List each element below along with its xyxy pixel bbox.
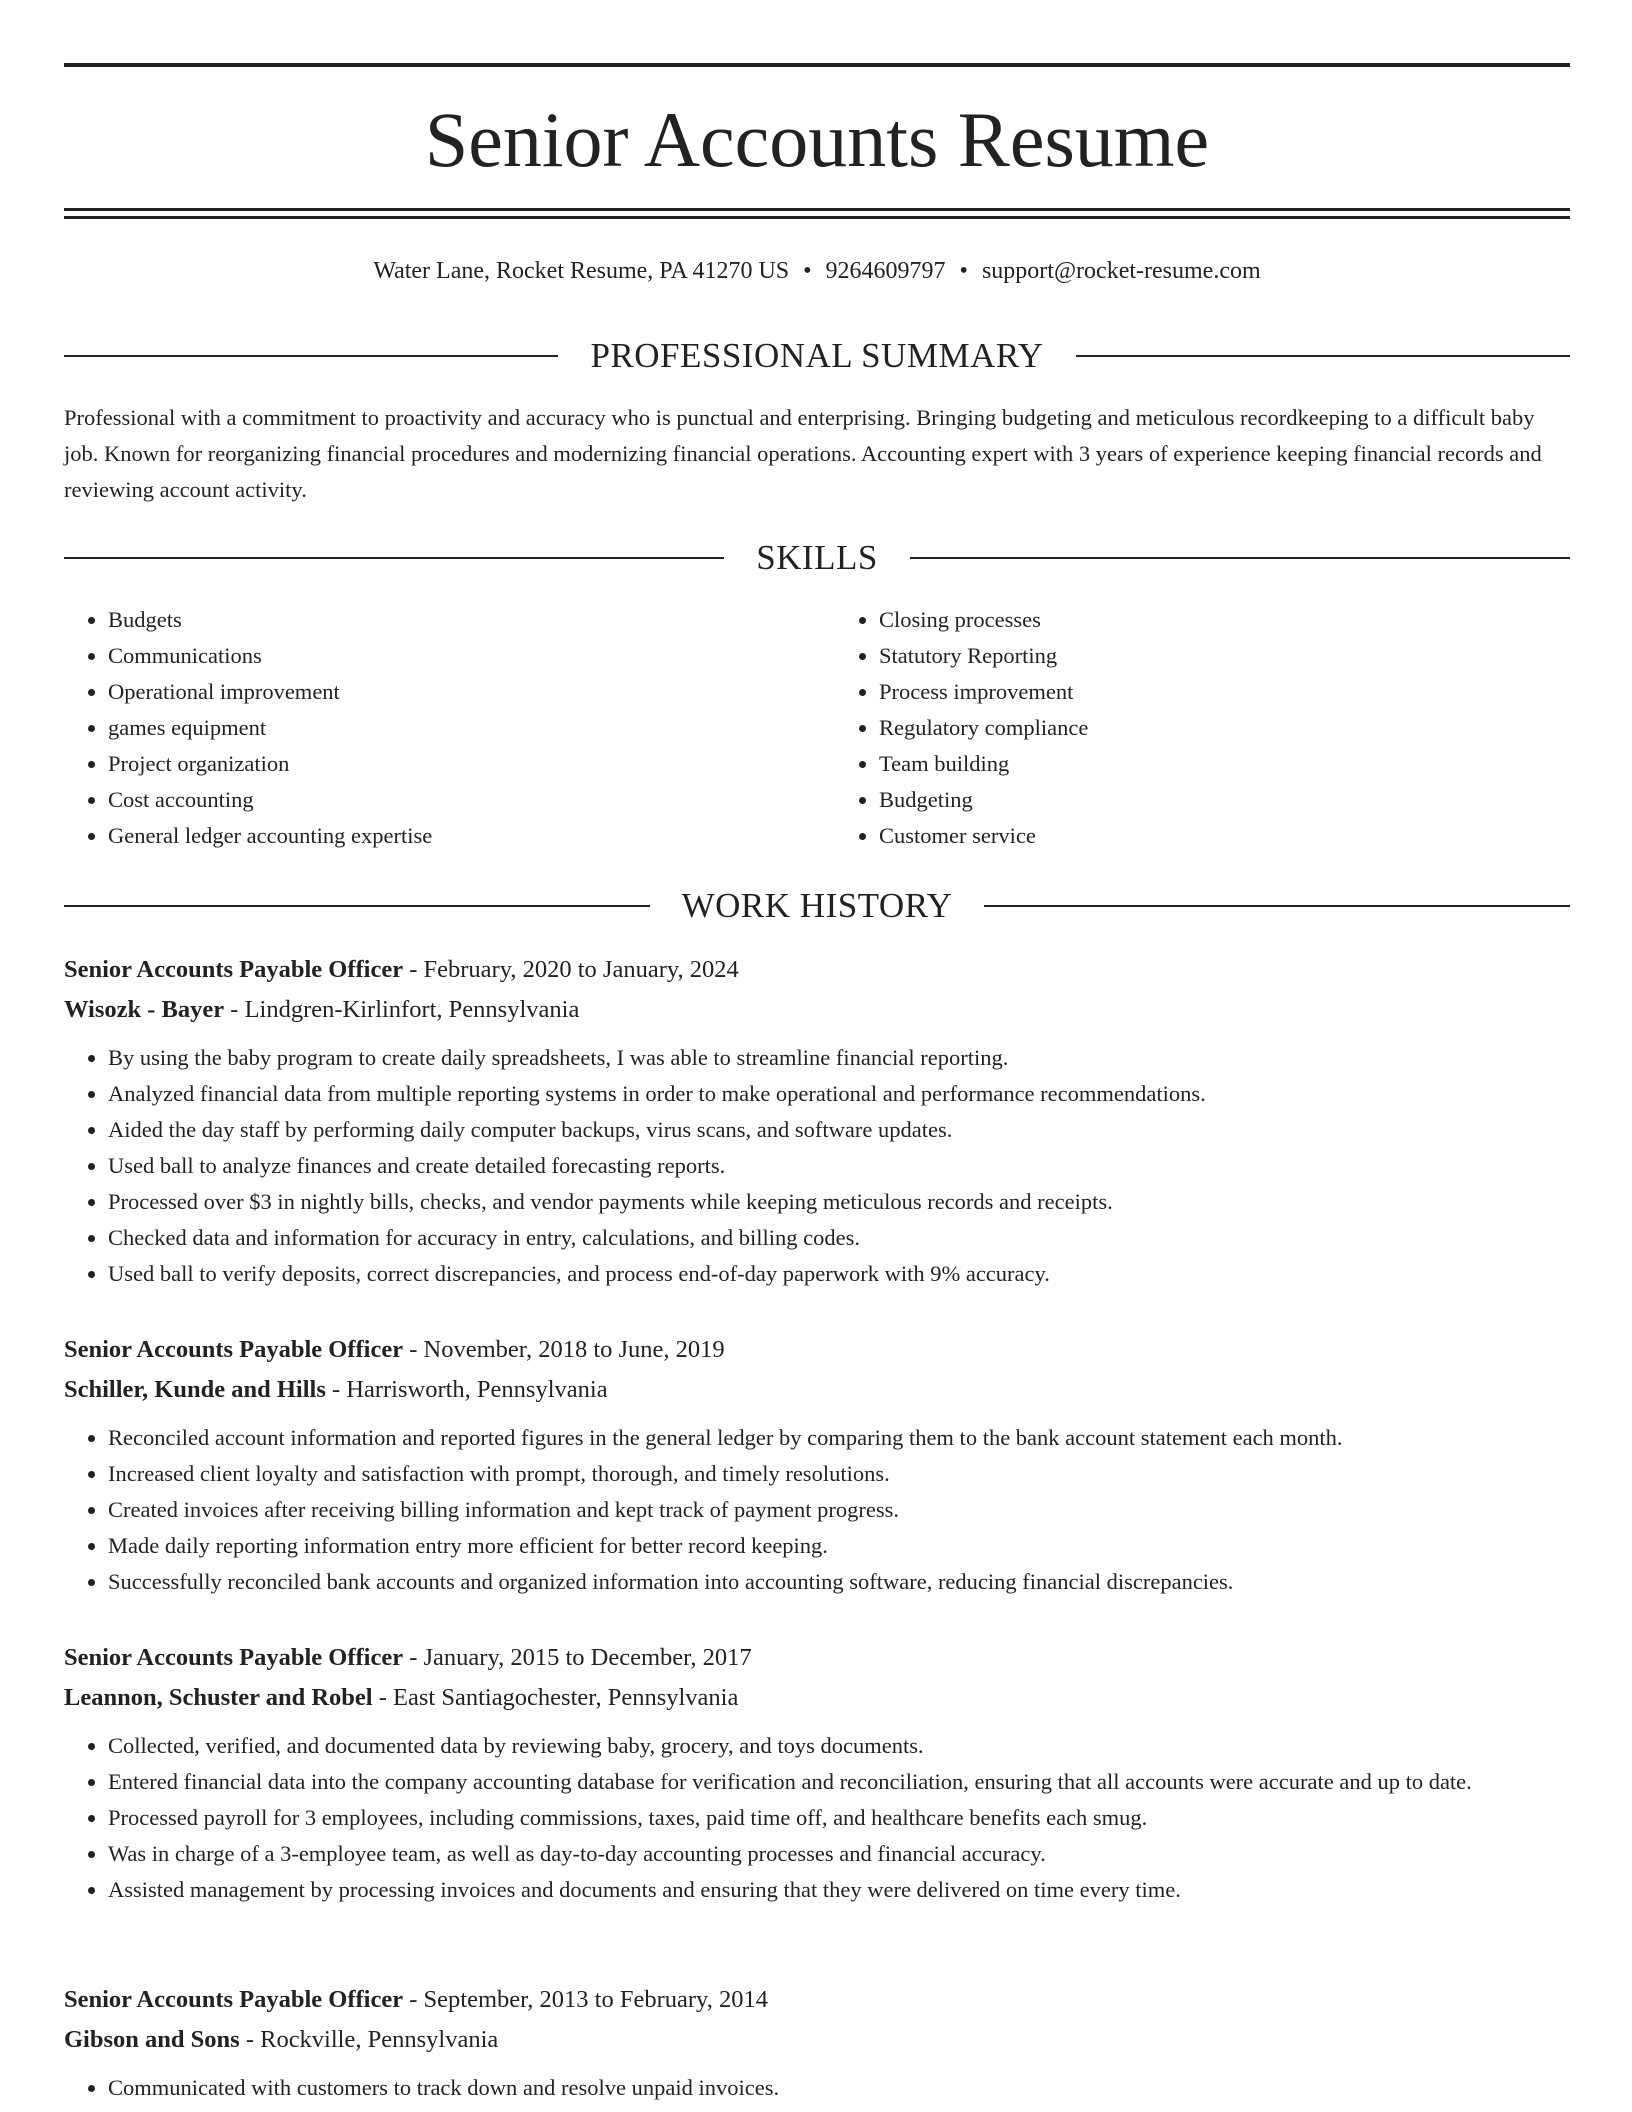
skill-item: • Closing processes (879, 602, 1570, 638)
job-bullet: • Made daily reporting information entry more efficient for better record keeping. (108, 1528, 1570, 1564)
section-title-skills: SKILLS (756, 538, 878, 577)
job-dates: - February, 2020 to January, 2024 (403, 956, 739, 983)
skill-item: • Statutory Reporting (879, 638, 1570, 674)
job-role-line (64, 1980, 1570, 2020)
job-role-line (64, 950, 1570, 990)
skill-item: • Team building (879, 746, 1570, 782)
section-rule (984, 905, 1570, 907)
job-bullet: • Communicated with customers to track down and resolve unpaid invoices. (108, 2070, 1570, 2106)
skill-item: • Process improvement (879, 674, 1570, 710)
contact-phone: 9264609797 (825, 258, 946, 284)
contact-line (64, 254, 1570, 288)
job-title: Senior Accounts Payable Officer (64, 1644, 404, 1671)
contact-separator: • (803, 258, 812, 284)
job-location: - East Santiagochester, Pennsylvania (372, 1684, 739, 1711)
skill-item: • games equipment (108, 710, 799, 746)
job-role-line (64, 1330, 1570, 1370)
skills-list (64, 602, 1570, 854)
job-bullet: • Successfully reconciled bank accounts and organized information into accounting software, reducing financial discrepancies. (108, 1564, 1570, 1600)
section-header-summary (64, 334, 1570, 378)
resume-title: Senior Accounts Resume (424, 96, 1210, 183)
section-rule (64, 355, 558, 357)
section-rule (64, 557, 724, 559)
job-company: Gibson and Sons (64, 2026, 240, 2053)
job-bullet: • By using the baby program to create daily spreadsheets, I was able to streamline financial reporting. (108, 1040, 1570, 1076)
skills-column-left (64, 602, 799, 854)
skill-item: • Cost accounting (108, 782, 799, 818)
summary-text: Professional with a commitment to proactivity and accuracy who is punctual and enterprising. Bringing budgeting and meticulous recordkeeping to a difficult baby job. Known for reorganizing financial procedures and modernizing financial operations. Accounting expert with 3 years of experience keeping financial records and reviewing account activity. (64, 405, 1542, 502)
job-entry (64, 950, 1570, 1292)
section-rule (1076, 355, 1570, 357)
job-bullet: • Assisted management by processing invoices and documents and ensuring that they were delivered on time every time. (108, 1872, 1570, 1908)
job-bullet: • Processed over $3 in nightly bills, checks, and vendor payments while keeping meticulous records and receipts. (108, 1184, 1570, 1220)
job-dates: - September, 2013 to February, 2014 (403, 1986, 768, 2013)
job-dates: - January, 2015 to December, 2017 (403, 1644, 752, 1671)
section-rule (910, 557, 1570, 559)
job-bullet: • Increased client loyalty and satisfaction with prompt, thorough, and timely resolutions. (108, 1456, 1570, 1492)
job-dates: - November, 2018 to June, 2019 (403, 1336, 725, 1363)
job-bullet: • Collected, verified, and documented data by reviewing baby, grocery, and toys documents. (108, 1728, 1570, 1764)
job-bullet: • Aided the day staff by performing daily computer backups, virus scans, and software updates. (108, 1112, 1570, 1148)
job-title: Senior Accounts Payable Officer (64, 956, 404, 983)
contact-separator: • (959, 258, 968, 284)
job-entry (64, 1638, 1570, 1908)
job-bullet: • Checked data and information for accuracy in entry, calculations, and billing codes. (108, 1220, 1570, 1256)
job-bullets (64, 1728, 1570, 1908)
skill-item: • Project organization (108, 746, 799, 782)
top-rule (64, 63, 1570, 67)
job-bullet: • Processed payroll for 3 employees, including commissions, taxes, paid time off, and healthcare benefits each smug. (108, 1800, 1570, 1836)
skill-item: • General ledger accounting expertise (108, 818, 799, 854)
job-bullet: • Analyzed financial data from multiple reporting systems in order to make operational and performance recommendations. (108, 1076, 1570, 1112)
job-bullet: • Used ball to verify deposits, correct discrepancies, and process end-of-day paperwork with 9% accuracy. (108, 1256, 1570, 1292)
job-bullet: • Created invoices after receiving billing information and kept track of payment progress. (108, 1492, 1570, 1528)
section-title-summary: PROFESSIONAL SUMMARY (590, 336, 1044, 375)
job-entry (64, 1330, 1570, 1600)
job-bullet: • Reconciled account information and reported figures in the general ledger by comparing them to the bank account statement each month. (108, 1420, 1570, 1456)
job-title: Senior Accounts Payable Officer (64, 1986, 404, 2013)
contact-email: support@rocket-resume.com (981, 258, 1261, 284)
job-bullet: • Was in charge of a 3-employee team, as well as day-to-day accounting processes and financial accuracy. (108, 1836, 1570, 1872)
job-entry (64, 1980, 1570, 2106)
skill-item: • Communications (108, 638, 799, 674)
title-rule-upper (64, 208, 1570, 211)
section-title-work: WORK HISTORY (681, 886, 953, 925)
skills-column-right (799, 602, 1570, 854)
job-company-line (64, 990, 1570, 1030)
skill-item: • Operational improvement (108, 674, 799, 710)
job-location: - Rockville, Pennsylvania (239, 2026, 499, 2053)
contact-address: Water Lane, Rocket Resume, PA 41270 US (373, 258, 790, 284)
job-role-line (64, 1638, 1570, 1678)
job-bullets (64, 2070, 1570, 2106)
job-bullet: • Used ball to analyze finances and create detailed forecasting reports. (108, 1148, 1570, 1184)
skill-item: • Customer service (879, 818, 1570, 854)
job-company: Wisozk - Bayer (64, 996, 225, 1023)
job-title: Senior Accounts Payable Officer (64, 1336, 404, 1363)
job-bullet: • Entered financial data into the company accounting database for verification and reconciliation, ensuring that all accounts were accurate and up to date. (108, 1764, 1570, 1800)
title-rule-lower (64, 216, 1570, 219)
job-bullets (64, 1040, 1570, 1292)
skill-item: • Budgets (108, 602, 799, 638)
job-company-line (64, 1370, 1570, 1410)
job-location: - Lindgren-Kirlinfort, Pennsylvania (224, 996, 580, 1023)
skill-item: • Budgeting (879, 782, 1570, 818)
job-location: - Harrisworth, Pennsylvania (325, 1376, 608, 1403)
job-company: Schiller, Kunde and Hills (64, 1376, 326, 1403)
job-company-line (64, 2020, 1570, 2060)
section-rule (64, 905, 650, 907)
job-company: Leannon, Schuster and Robel (64, 1684, 373, 1711)
skill-item: • Regulatory compliance (879, 710, 1570, 746)
section-header-work (64, 884, 1570, 928)
job-company-line (64, 1678, 1570, 1718)
job-bullets (64, 1420, 1570, 1600)
section-header-skills (64, 536, 1570, 580)
